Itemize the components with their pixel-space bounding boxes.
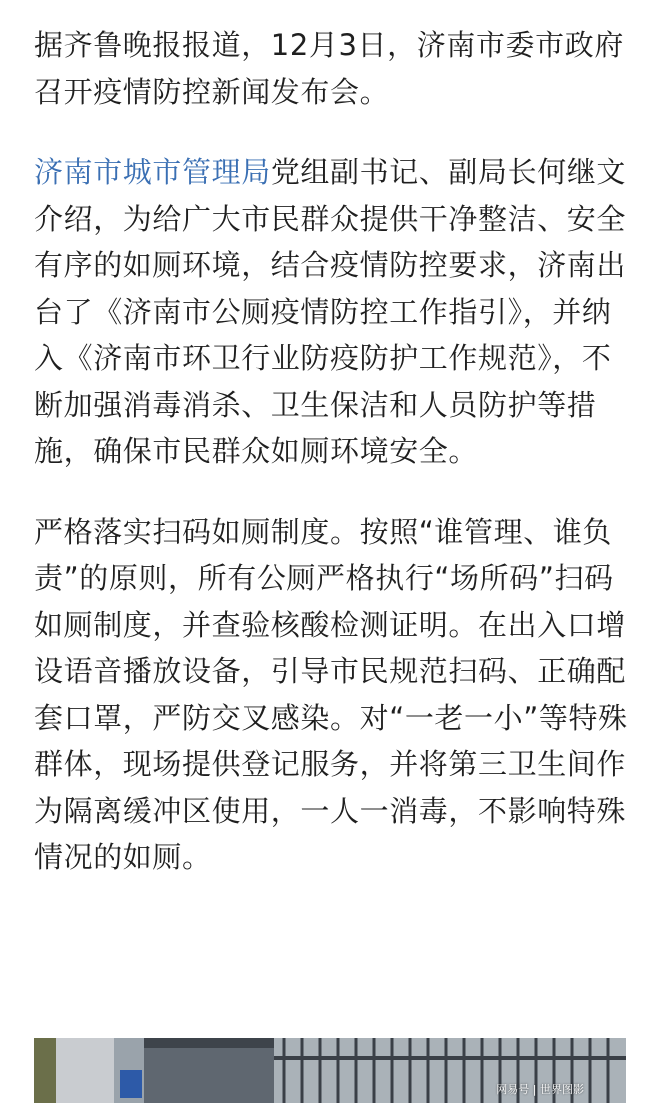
paragraph-intro: 据齐鲁晚报报道，12月3日，济南市委市政府召开疫情防控新闻发布会。 <box>34 28 624 109</box>
photo-watermark: 网易号 | 世界图影 <box>496 1083 584 1096</box>
paragraph-scan-code: 严格落实扫码如厕制度。按照“谁管理、谁负责”的原则，所有公厕严格执行“场所码”扫码如厕制度，并查验核酸检测证明。在出入口增设语音播放设备，引导市民规范扫码、正确配套口罩，严防交叉感染。对“一老一小”等特殊群体，现场提供登记服务，并将第三卫生间作为隔离缓冲区使用，一人一消毒，不影响特殊情况的如厕。 <box>34 514 628 874</box>
paragraph-city-management <box>34 149 634 475</box>
city-management-bureau-link[interactable]: 济南市城市管理局 <box>34 155 271 189</box>
article-photo[interactable] <box>34 1038 626 1103</box>
paragraph-city-management-text: 党组副书记、副局长何继文介绍，为给广大市民群众提供干净整洁、安全有序的如厕环境，结合疫情防控要求，济南出台了《济南市公厕疫情防控工作指引》，并纳入《济南市环卫行业防疫防护工作规范》，不断加强消毒消杀、卫生保洁和人员防护等措施，确保市民群众如厕环境安全。 <box>34 155 627 468</box>
article-body <box>34 0 634 881</box>
